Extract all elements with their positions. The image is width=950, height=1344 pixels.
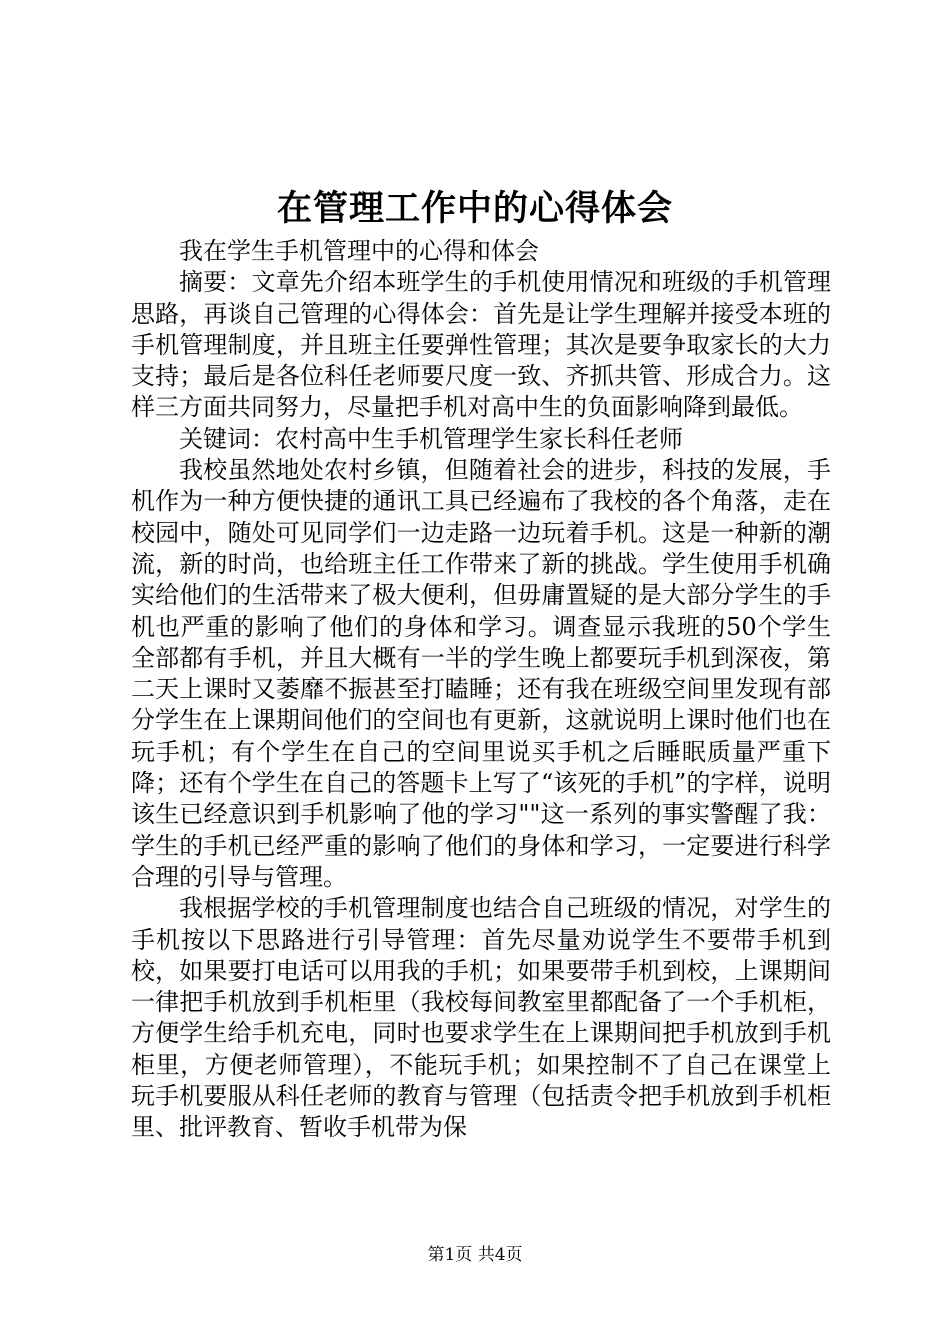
abstract-paragraph: 摘要：文章先介绍本班学生的手机使用情况和班级的手机管理思路，再谈自己管理的心得体会：首先是让学生理解并接受本班的手机管理制度，并且班主任要弹性管理；其次是要争取家长的大力支持；最后是各位科任老师要尺度一致、齐抓共管、形成合力。这样三方面共同努力，尽量把手机对高中生的负面影响降到最低。 xyxy=(131,268,831,422)
document-title: 在管理工作中的心得体会 xyxy=(276,188,673,229)
body-paragraph: 我根据学校的手机管理制度也结合自己班级的情况，对学生的手机按以下思路进行引导管理：首先尽量劝说学生不要带手机到校，如果要打电话可以用我的手机；如果要带手机到校，上课期间一律把手机放到手机柜里（我校每间教室里都配备了一个手机柜，方便学生给手机充电，同时也要求学生在上课期间把手机放到手机柜里，方便老师管理），不能玩手机；如果控制不了自己在课堂上玩手机要服从科任老师的教育与管理（包括责令把手机放到手机柜里、批评教育、暂收手机带为保 xyxy=(131,894,831,1142)
subtitle-paragraph: 我在学生手机管理中的心得和体会 xyxy=(179,237,539,265)
body-paragraph: 我校虽然地处农村乡镇，但随着社会的进步，科技的发展，手机作为一种方便快捷的通讯工具已经遍布了我校的各个角落，走在校园中，随处可见同学们一边走路一边玩着手机。这是一种新的潮流，新的时尚，也给班主任工作带来了新的挑战。学生使用手机确实给他们的生活带来了极大便利，但毋庸置疑的是大部分学生的手机也严重的影响了他们的身体和学习。调查显示我班的50个学生全部都有手机，并且大概有一半的学生晚上都要玩手机到深夜，第二天上课时又萎靡不振甚至打瞌睡；还有我在班级空间里发现有部分学生在上课期间他们的空间也有更新，这就说明上课时他们也在玩手机；有个学生在自己的空间里说买手机之后睡眠质量严重下降；还有个学生在自己的答题卡上写了“该死的手机”的字样，说明该生已经意识到手机影响了他的学习""这一系列的事实警醒了我：学生的手机已经严重的影响了他们的身体和学习，一定要进行科学合理的引导与管理。 xyxy=(131,456,831,891)
keywords-paragraph: 关键词：农村高中生手机管理学生家长科任老师 xyxy=(179,424,683,453)
page-footer: 第1页 共4页 xyxy=(427,1245,523,1265)
document-body xyxy=(131,236,831,1144)
